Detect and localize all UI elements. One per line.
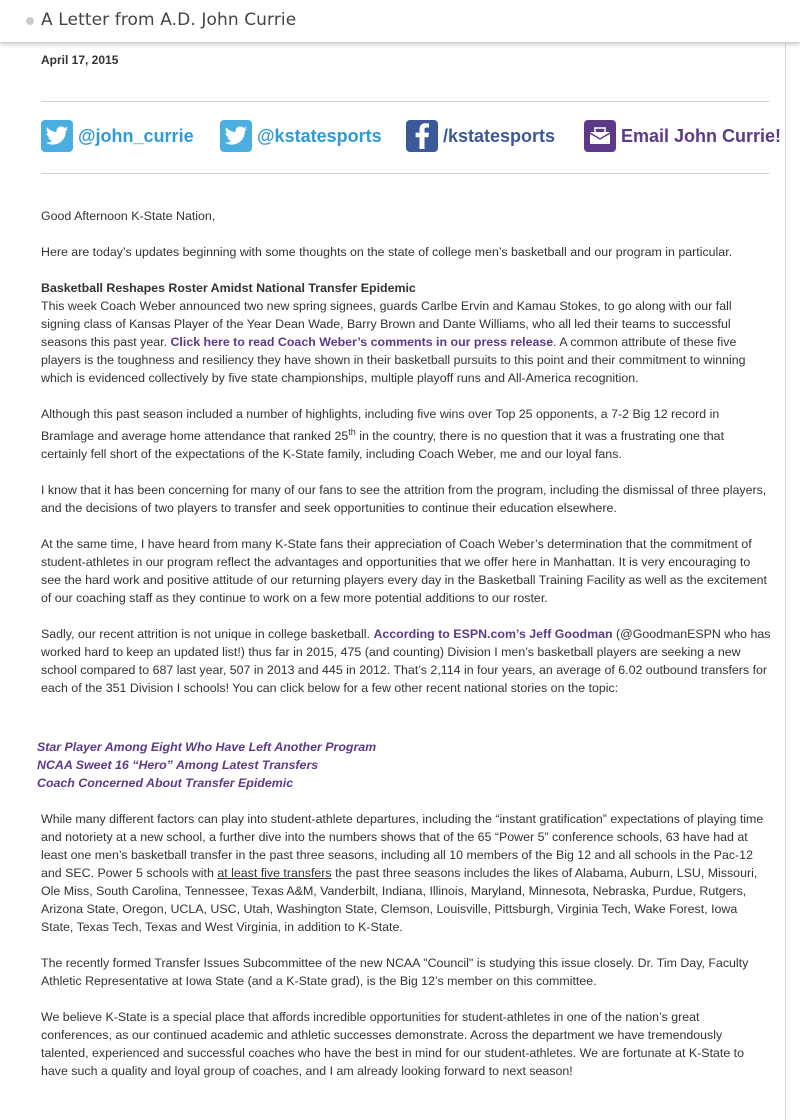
section-heading: Basketball Reshapes Roster Amidst National Transfer Epidemic xyxy=(41,281,416,295)
story-link[interactable]: NCAA Sweet 16 “Hero” Among Latest Transfers xyxy=(37,758,319,772)
paragraph-appreciation: At the same time, I have heard from many K-State fans their appreciation of Coach Weber’s determination that the commitment of student-athletes in our program reflect the advantages and opportunities that we offer here in Manhattan. It is very encouraging to see the hard work and positive attitude of our returning players every day in the Basketball Training Facility as well as the excitement of our coaching staff as they continue to work on a few more potential additions to our roster. xyxy=(41,537,767,606)
intro-paragraph: Here are today’s updates beginning with some thoughts on the state of college men’s basketball and our program in particular. xyxy=(41,245,733,259)
paragraph-season: Although this past season included a number of highlights, including five wins over Top 25 opponents, a 7-2 Big 12 record in Bramlage and average home attendance that ranked 25th in the country, there is no question that it was a frustrating one that certainly fell short of the expectations of the K-State family, including Coach Weber, me and our loyal fans. xyxy=(41,407,725,462)
facebook-icon xyxy=(406,120,438,152)
story-link[interactable]: Star Player Among Eight Who Have Left Another Program xyxy=(37,740,377,754)
five-transfers-link[interactable]: at least five transfers xyxy=(217,866,332,880)
divider-top xyxy=(41,101,769,102)
email-label: Email John Currie! xyxy=(621,125,782,146)
page-title: A Letter from A.D. John Currie xyxy=(41,10,297,30)
paragraph-subcommittee: The recently formed Transfer Issues Subcommittee of the new NCAA "Council" is studying this issue closely. Dr. Tim Day, Faculty Athletic Representative at Iowa State (and a K-State grad), is the Big 12’s member on this committee. xyxy=(41,956,749,988)
facebook-label: /kstatesports xyxy=(443,125,556,146)
press-release-link[interactable]: Click here to read Coach Weber’s comments in our press release xyxy=(170,335,554,349)
envelope-icon xyxy=(584,120,616,152)
paragraph-closing: We believe K-State is a special place that affords incredible opportunities for student-athletes in one of the nation’s great conferences, as our continued academic and athletic successes demonstrate. Across the department we have tremendously talented, experienced and successful coaches who have the best in mind for our student-athletes. We are fortunate at K-State to have such a quality and loyal group of coaches, and I am already looking forward to next season! xyxy=(41,1010,745,1078)
paragraph-power5: While many different factors can play into student-athlete departures, including the “instant gratification” expectations of playing time and notoriety at a new school, a further dive into the numbers shows that of the 65 “Power 5” conference schools, 63 have had at least one men’s basketball transfer in the past three seasons, including all 10 members of the Big 12 and all schools in the Pac-12 and SEC. Power 5 schools with at least five transfers the past three seasons includes the likes of Alabama, Auburn, LSU, Missouri, Ole Miss, South Carolina, Tennessee, Texas A&M, Vanderbilt, Indiana, Illinois, Maryland, Minnesota, Nebraska, Purdue, Rutgers, Arizona State, Oregon, UCLA, USC, Utah, Washington State, Clemson, Louisville, Pittsburgh, Virginia Tech, Wake Forest, Iowa State, Texas Tech, Texas and West Virginia, in addition to K-State. xyxy=(41,812,764,934)
letter-body-continued xyxy=(41,810,771,1098)
paragraph-attrition: I know that it has been concerning for many of our fans to see the attrition from the program, including the dismissal of three players, and the decisions of two players to transfer and seek opportunities to continue their education elsewhere. xyxy=(41,483,767,516)
letter-date: April 17, 2015 xyxy=(41,53,119,67)
espn-goodman-link[interactable]: According to ESPN.com’s Jeff Goodman xyxy=(373,627,613,642)
twitter-kstate-label: @kstatesports xyxy=(257,125,382,146)
letter-body xyxy=(41,207,771,715)
divider-bottom xyxy=(41,173,769,174)
page-border xyxy=(785,42,786,1120)
twitter-john-label: @john_currie xyxy=(78,125,194,146)
greeting: Good Afternoon K-State Nation, xyxy=(41,209,216,223)
email-link[interactable] xyxy=(584,117,781,155)
twitter-kstate-link[interactable] xyxy=(220,117,382,155)
window-title-bar xyxy=(0,0,800,43)
facebook-link[interactable] xyxy=(406,117,555,155)
story-link[interactable]: Coach Concerned About Transfer Epidemic xyxy=(37,776,294,790)
twitter-icon xyxy=(41,120,73,152)
bullet-icon xyxy=(26,17,34,25)
paragraph-roster: Basketball Reshapes Roster Amidst National Transfer Epidemic This week Coach Weber announced two new spring signees, guards Carlbe Ervin and Kamau Stokes, to go along with our fall signing class of Kansas Player of the Year Dean Wade, Barry Brown and Dante Williams, who all led their teams to successful seasons this past year. Click here to read Coach Weber’s comments in our press release. A common attribute of these five players is the toughness and resiliency they have shown in their basketball pursuits to this point and their commitment to winning which is evidenced collectively by five state championships, multiple playoff runs and All-America recognition. xyxy=(41,281,746,385)
paragraph-transfers: Sadly, our recent attrition is not unique in college basketball. According to ESPN.com’s Jeff Goodman (@GoodmanESPN who has worked hard to keep an updated list!) thus far in 2015, 475 (and counting) Division I men’s basketball players are seeking a new school compared to 687 last year, 507 in 2013 and 445 in 2012. That’s 2,114 in four years, an average of 6.02 outbound transfers for each of the 351 Division I schools! You can click below for a few other recent national stories on the topic: xyxy=(41,627,771,696)
twitter-icon xyxy=(220,120,252,152)
twitter-john-link[interactable] xyxy=(41,117,194,155)
stories-list xyxy=(37,738,376,792)
